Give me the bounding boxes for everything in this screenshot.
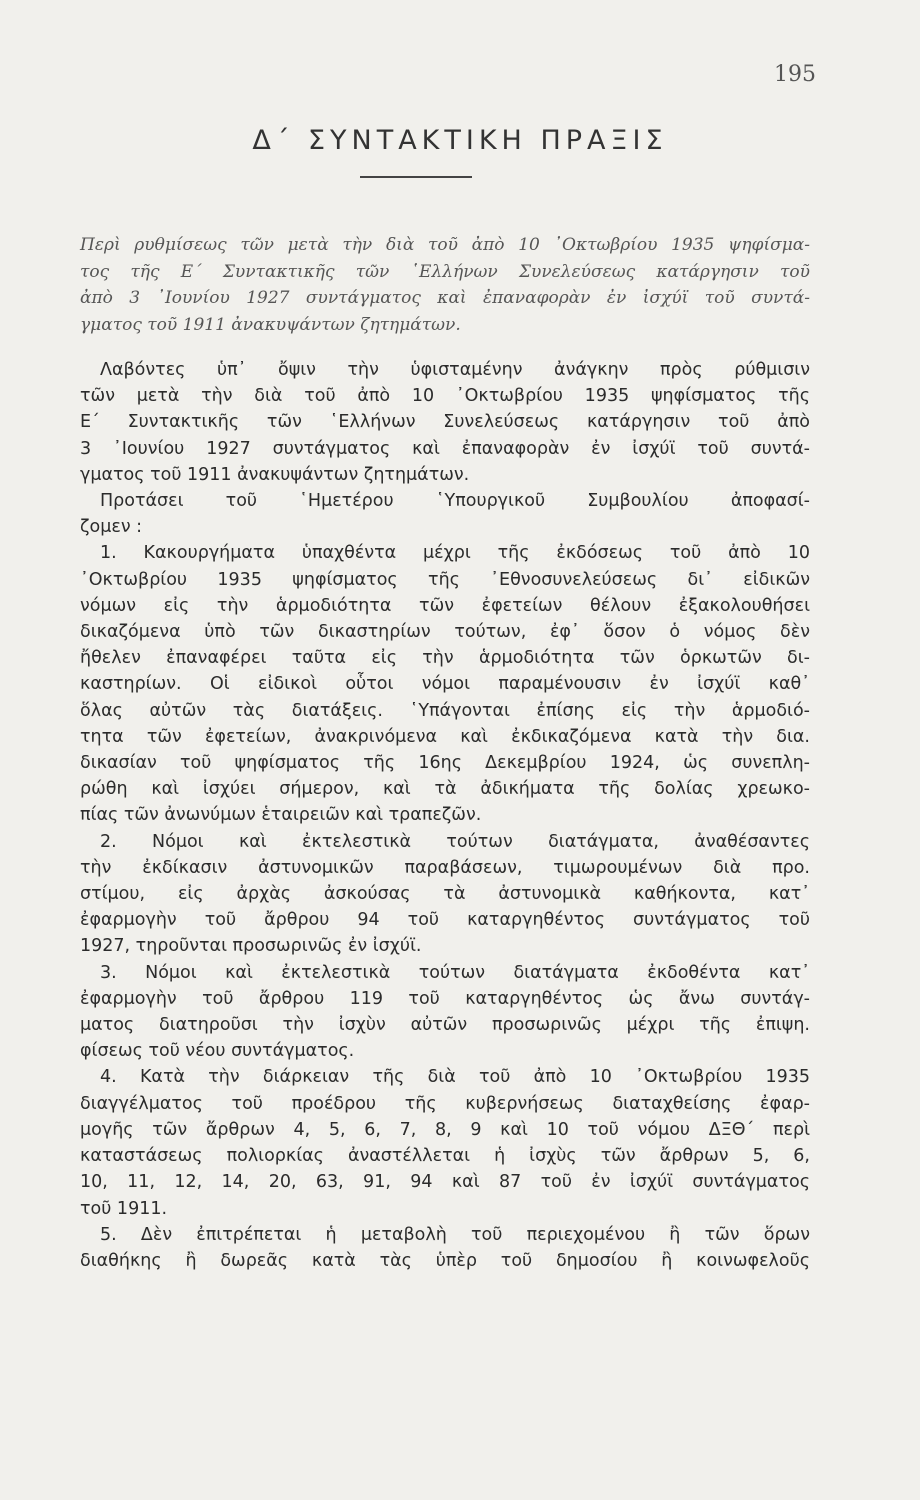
- body-line: ἐφαρμογὴν τοῦ ἄρθρου 94 τοῦ καταργηθέντος συντάγματος τοῦ: [80, 910, 810, 931]
- body-line: στίμου, εἰς ἀρχὰς ἀσκούσας τὰ ἀστυνομικὰ καθήκοντα, κατ᾽: [80, 884, 810, 905]
- body-line: μογῆς τῶν ἄρθρων 4, 5, 6, 7, 8, 9 καὶ 10 τοῦ νόμου ΔΞΘ΄ περὶ: [80, 1119, 810, 1140]
- body-line: γματος τοῦ 1911 ἀνακυψάντων ζητημάτων.: [80, 464, 470, 485]
- body-line: 3 ᾽Ιουνίου 1927 συντάγματος καὶ ἐπαναφορὰν ἐν ἰσχύϊ τοῦ συντά-: [80, 438, 810, 459]
- body-line: ματος διατηροῦσι τὴν ἰσχὺν αὐτῶν προσωρινῶς μέχρι τῆς ἐπιψη.: [80, 1015, 810, 1036]
- body-line: φίσεως τοῦ νέου συντάγματος.: [80, 1041, 355, 1062]
- title-divider: [360, 176, 472, 178]
- body-line: ἤθελεν ἐπαναφέρει ταῦτα εἰς τὴν ἁρμοδιότητα τῶν ὁρκωτῶν δι-: [80, 648, 810, 669]
- body-line: ὅλας αὐτῶν τὰς διατάξεις. ῾Υπάγονται ἐπίσης εἰς τὴν ἁρμοδιό-: [80, 700, 810, 721]
- body-line: δικασίαν τοῦ ψηφίσματος τῆς 16ης Δεκεμβρίου 1924, ὡς συνεπλη-: [80, 753, 810, 774]
- subtitle-line: Περὶ ρυθμίσεως τῶν μετὰ τὴν διὰ τοῦ ἀπὸ 10 ᾽Οκτωβρίου 1935 ψηφίσμα-: [80, 235, 810, 255]
- body-line: τῶν μετὰ τὴν διὰ τοῦ ἀπὸ 10 ᾽Οκτωβρίου 1935 ψηφίσματος τῆς: [80, 386, 810, 407]
- body-line: ᾽Οκτωβρίου 1935 ψηφίσματος τῆς ᾽Εθνοσυνελεύσεως δι᾽ εἰδικῶν: [80, 569, 810, 590]
- body-line: 1. Κακουργήματα ὑπαχθέντα μέχρι τῆς ἐκδόσεως τοῦ ἀπὸ 10: [100, 543, 810, 564]
- body-line: 4. Κατὰ τὴν διάρκειαν τῆς διὰ τοῦ ἀπὸ 10 ᾽Οκτωβρίου 1935: [100, 1067, 810, 1088]
- body-line: Λαβόντες ὑπ᾽ ὄψιν τὴν ὑφισταμένην ἀνάγκην πρὸς ρύθμισιν: [100, 360, 810, 380]
- body-line: 5. Δὲν ἐπιτρέπεται ἡ μεταβολὴ τοῦ περιεχομένου ἢ τῶν ὅρων: [100, 1224, 810, 1245]
- body-line: πίας τῶν ἀνωνύμων ἑταιρειῶν καὶ τραπεζῶν.: [80, 805, 482, 826]
- body-line: Ε΄ Συντακτικῆς τῶν ῾Ελλήνων Συνελεύσεως κατάργησιν τοῦ ἀπὸ: [80, 412, 810, 433]
- body-line: 3. Νόμοι καὶ ἐκτελεστικὰ τούτων διατάγματα ἐκδοθέντα κατ᾽: [100, 962, 810, 983]
- body-line: δικαζόμενα ὑπὸ τῶν δικαστηρίων τούτων, ἐφ᾽ ὅσον ὁ νόμος δὲν: [80, 622, 810, 643]
- body-line: τητα τῶν ἐφετείων, ἀνακρινόμενα καὶ ἐκδικαζόμενα κατὰ τὴν δια.: [80, 726, 810, 747]
- subtitle-line: ἀπὸ 3 ᾽Ιουνίου 1927 συντάγματος καὶ ἐπαναφορὰν ἐν ἰσχύϊ τοῦ συντά-: [80, 288, 810, 309]
- body-line: Προτάσει τοῦ ῾Ημετέρου ῾Υπουργικοῦ Συμβουλίου ἀποφασί-: [100, 491, 810, 512]
- page-number: 195: [774, 62, 816, 87]
- body-line: ἐφαρμογὴν τοῦ ἄρθρου 119 τοῦ καταργηθέντος ὡς ἄνω συντάγ-: [80, 988, 810, 1009]
- body-line: 2. Νόμοι καὶ ἐκτελεστικὰ τούτων διατάγματα, ἀναθέσαντες: [100, 831, 810, 852]
- body-line: 1927, τηροῦνται προσωρινῶς ἐν ἰσχύϊ.: [80, 936, 422, 957]
- body-line: τοῦ 1911.: [80, 1198, 168, 1219]
- body-line: ρώθη καὶ ἰσχύει σήμερον, καὶ τὰ ἀδικήματα τῆς δολίας χρεωκο-: [80, 779, 810, 800]
- body-line: ζομεν :: [80, 517, 143, 538]
- body-line: νόμων εἰς τὴν ἁρμοδιότητα τῶν ἐφετείων θέλουν ἐξακολουθήσει: [80, 595, 810, 616]
- body-line: καστηρίων. Οἱ εἰδικοὶ οὗτοι νόμοι παραμένουσιν ἐν ἰσχύϊ καθ᾽: [80, 674, 810, 695]
- body-line: καταστάσεως πολιορκίας ἀναστέλλεται ἡ ἰσχὺς τῶν ἄρθρων 5, 6,: [80, 1146, 810, 1167]
- document-title: Δ΄ ΣΥΝΤΑΚΤΙΚΗ ΠΡΑΞΙΣ: [252, 125, 668, 156]
- body-line: τὴν ἐκδίκασιν ἀστυνομικῶν παραβάσεων, τιμωρουμένων διὰ προ.: [80, 857, 810, 878]
- body-line: διαγγέλματος τοῦ προέδρου τῆς κυβερνήσεως διαταχθείσης ἐφαρ-: [80, 1093, 810, 1114]
- subtitle-line: γματος τοῦ 1911 ἀνακυψάντων ζητημάτων.: [80, 315, 461, 336]
- document-body: [80, 357, 810, 1274]
- subtitle-line: τος τῆς Ε΄ Συντακτικῆς τῶν ῾Ελλήνων Συνελεύσεως κατάργησιν τοῦ: [80, 261, 810, 282]
- body-line: διαθήκης ἢ δωρεᾶς κατὰ τὰς ὑπὲρ τοῦ δημοσίου ἢ κοινωφελοῦς: [80, 1250, 810, 1271]
- document-subtitle: [80, 232, 810, 339]
- body-line: 10, 11, 12, 14, 20, 63, 91, 94 καὶ 87 τοῦ ἐν ἰσχύϊ συντάγματος: [80, 1172, 810, 1193]
